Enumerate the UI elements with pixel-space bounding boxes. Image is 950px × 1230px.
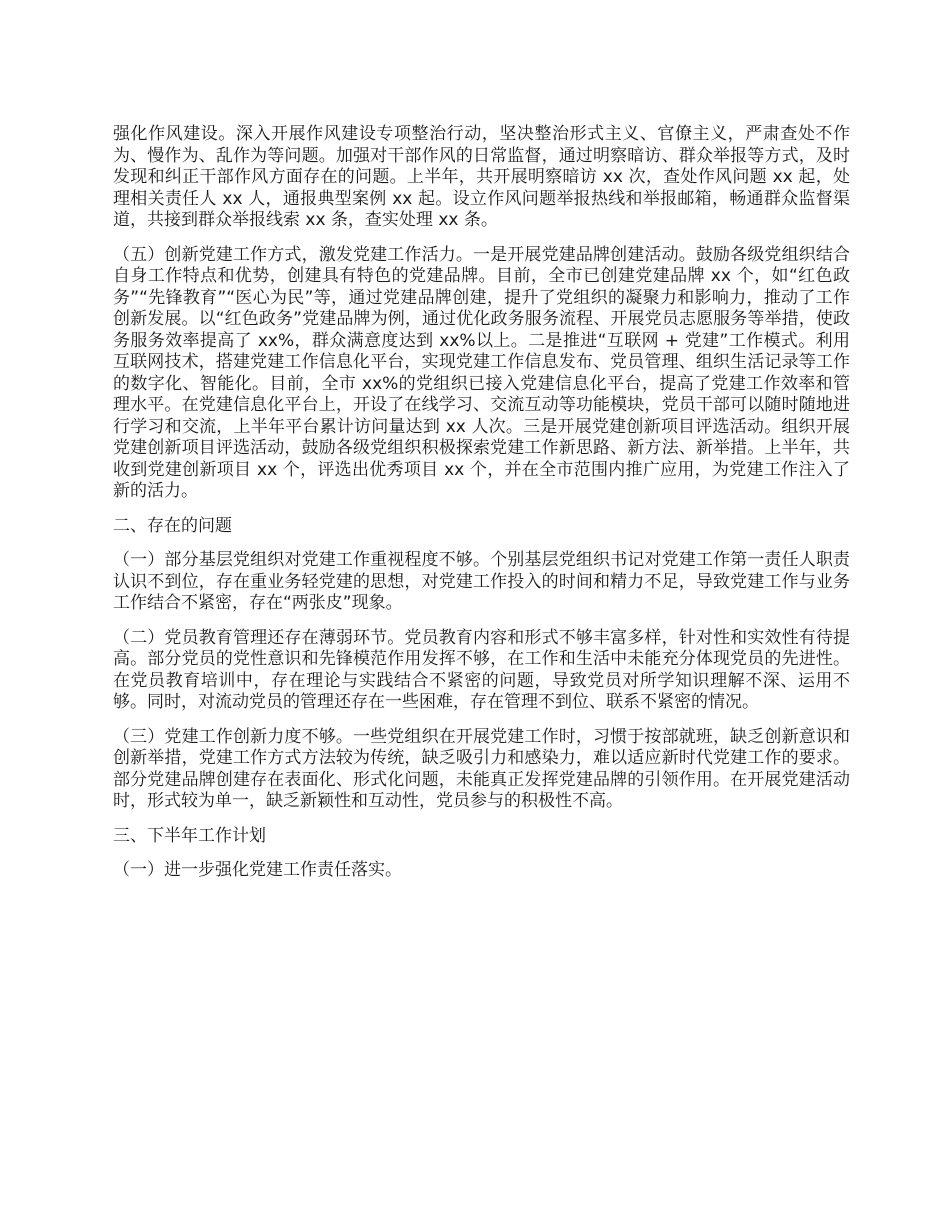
paragraph-innovation-methods: （五）创新党建工作方式，激发党建工作活力。一是开展党建品牌创建活动。鼓励各级党组织结合自身工作特点和优势，创建具有特色的党建品牌。目前，全市已创建党建品牌 xx 个，如“红色政务”“先锋教育”“医心为民”等，通过党建品牌创建，提升了党组织的凝聚力和影响力，推动了工作创新发展。以“红色政务”党建品牌为例，通过优化政务服务流程、开展党员志愿服务等举措，使政务服务效率提高了 xx%，群众满意度达到 xx%以上。二是推进“互联网 + 党建”工作模式。利用互联网技术，搭建党建工作信息化平台，实现党建工作信息发布、党员管理、组织生活记录等工作的数字化、智能化。目前，全市 xx%的党组织已接入党建信息化平台，提高了党建工作效率和管理水平。在党建信息化平台上，开设了在线学习、交流互动等功能模块，党员干部可以随时随地进行学习和交流，上半年平台累计访问量达到 xx 人次。三是开展党建创新项目评选活动。组织开展党建创新项目评选活动，鼓励各级党组织积极探索党建工作新思路、新方法、新举措。上半年，共收到党建创新项目 xx 个，评选出优秀项目 xx 个，并在全市范围内推广应用，为党建工作注入了新的活力。: [113, 244, 850, 501]
plan-item-1: （一）进一步强化党建工作责任落实。: [113, 860, 402, 880]
paragraph-problem-1: （一）部分基层党组织对党建工作重视程度不够。个别基层党组织书记对党建工作第一责任人职责认识不到位，存在重业务轻党建的思想，对党建工作投入的时间和精力不足，导致党建工作与业务工作结合不紧密，存在“两张皮”现象。: [113, 550, 850, 613]
document-page: [113, 124, 850, 895]
section-heading-problems: 二、存在的问题: [113, 515, 232, 536]
paragraph-problem-2: （二）党员教育管理还存在薄弱环节。党员教育内容和形式不够丰富多样，针对性和实效性有待提高。部分党员的党性意识和先锋模范作用发挥不够，在工作和生活中未能充分体现党员的先进性。在党员教育培训中，存在理论与实践结合不紧密的问题，导致党员对所学知识理解不深、运用不够。同时，对流动党员的管理还存在一些困难，存在管理不到位、联系不紧密的情况。: [113, 627, 850, 712]
section-heading-plan: 三、下半年工作计划: [113, 825, 266, 846]
paragraph-style-building: 强化作风建设。深入开展作风建设专项整治行动，坚决整治形式主义、官僚主义，严肃查处不作为、慢作为、乱作为等问题。加强对干部作风的日常监督，通过明察暗访、群众举报等方式，及时发现和纠正干部作风方面存在的问题。上半年，共开展明察暗访 xx 次，查处作风问题 xx 起，处理相关责任人 xx 人，通报典型案例 xx 起。设立作风问题举报热线和举报邮箱，畅通群众监督渠道，共接到群众举报线索 xx 条，查实处理 xx 条。: [113, 124, 850, 230]
paragraph-problem-3: （三）党建工作创新力度不够。一些党组织在开展党建工作时，习惯于按部就班，缺乏创新意识和创新举措，党建工作方式方法较为传统，缺乏吸引力和感染力，难以适应新时代党建工作的要求。部分党建品牌创建存在表面化、形式化问题，未能真正发挥党建品牌的引领作用。在开展党建活动时，形式较为单一，缺乏新颖性和互动性，党员参与的积极性不高。: [113, 726, 850, 811]
